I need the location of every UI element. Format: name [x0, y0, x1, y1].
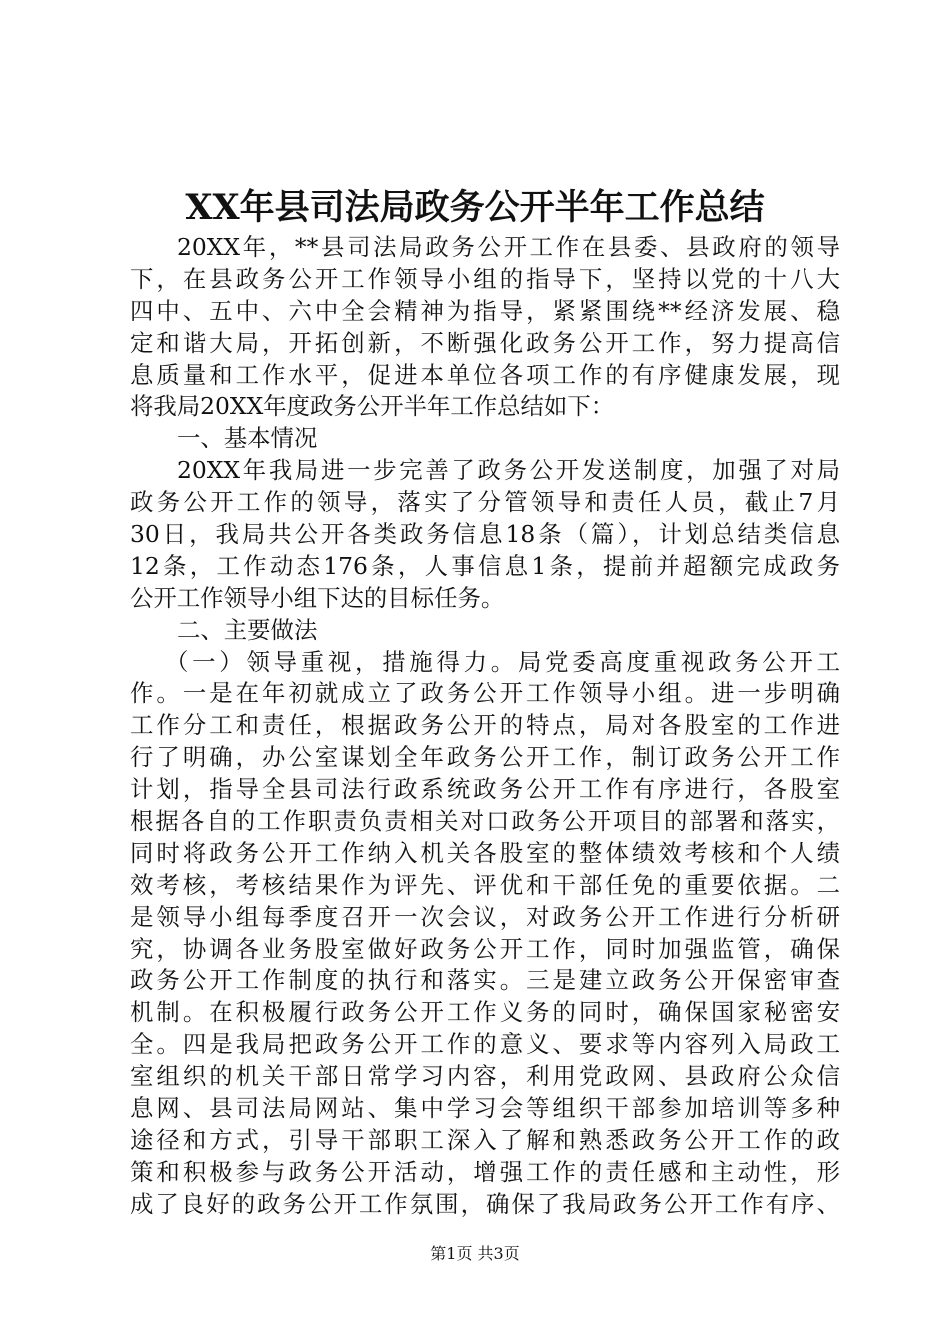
paragraph-line: 室组织的机关干部日常学习内容，利用党政网、县政府公众信	[130, 1062, 840, 1091]
paragraph-line: 同时将政务公开工作纳入机关各股室的整体绩效考核和个人绩	[130, 838, 840, 867]
section-heading: 一、基本情况	[177, 424, 318, 453]
paragraph-line: 机制。在积极履行政务公开工作义务的同时，确保国家秘密安	[130, 998, 840, 1027]
paragraph-line: 将我局20XX年度政务公开半年工作总结如下：	[130, 392, 615, 421]
paragraph-line: 计划，指导全县司法行政系统政务公开工作有序进行，各股室	[130, 775, 840, 804]
paragraph-line: 行了明确，办公室谋划全年政务公开工作，制订政务公开工作	[130, 743, 840, 772]
paragraph-line: 作。一是在年初就成立了政务公开工作领导小组。进一步明确	[130, 679, 840, 708]
paragraph-line: 公开工作领导小组下达的目标任务。	[130, 583, 505, 612]
paragraph-line: 定和谐大局，开拓创新，不断强化政务公开工作，努力提高信	[130, 328, 840, 357]
paragraph-line: 20XX年我局进一步完善了政务公开发送制度，加强了对局	[177, 456, 840, 485]
paragraph-line: （一）领导重视，措施得力。局党委高度重视政务公开工	[165, 647, 840, 676]
page-footer: 第1页 共3页	[430, 1244, 520, 1263]
paragraph-line: 途径和方式，引导干部职工深入了解和熟悉政务公开工作的政	[130, 1125, 840, 1154]
paragraph-line: 12条，工作动态176条，人事信息1条，提前并超额完成政务	[130, 551, 840, 580]
paragraph-line: 根据各自的工作职责负责相关对口政务公开项目的部署和落实，	[130, 807, 840, 836]
document-title: XX年县司法局政务公开半年工作总结	[185, 187, 765, 228]
paragraph-line: 策和积极参与政务公开活动，增强工作的责任感和主动性，形	[130, 1157, 840, 1186]
paragraph-line: 工作分工和责任，根据政务公开的特点，局对各股室的工作进	[130, 711, 840, 740]
document-body	[130, 232, 840, 1221]
paragraph-line: 是领导小组每季度召开一次会议，对政务公开工作进行分析研	[130, 902, 840, 931]
paragraph-line: 究，协调各业务股室做好政务公开工作，同时加强监管，确保	[130, 934, 840, 963]
paragraph-line: 政务公开工作的领导，落实了分管领导和责任人员，截止7月	[130, 488, 840, 517]
paragraph-line: 四中、五中、六中全会精神为指导，紧紧围绕**经济发展、稳	[130, 296, 840, 325]
paragraph-line: 效考核，考核结果作为评先、评优和干部任免的重要依据。二	[130, 870, 840, 899]
section-heading: 二、主要做法	[177, 615, 318, 644]
paragraph-line: 政务公开工作制度的执行和落实。三是建立政务公开保密审查	[130, 966, 840, 995]
paragraph-line: 全。四是我局把政务公开工作的意义、要求等内容列入局政工	[130, 1030, 840, 1059]
paragraph-line: 20XX年，**县司法局政务公开工作在县委、县政府的领导	[177, 233, 840, 261]
paragraph-line: 下，在县政务公开工作领导小组的指导下，坚持以党的十八大	[130, 264, 840, 293]
paragraph-line: 息质量和工作水平，促进本单位各项工作的有序健康发展，现	[130, 360, 840, 389]
paragraph-line: 30日，我局共公开各类政务信息18条（篇），计划总结类信息	[130, 520, 840, 549]
paragraph-line: 息网、县司法局网站、集中学习会等组织干部参加培训等多种	[130, 1094, 840, 1123]
paragraph-line: 成了良好的政务公开工作氛围，确保了我局政务公开工作有序、	[130, 1189, 840, 1218]
